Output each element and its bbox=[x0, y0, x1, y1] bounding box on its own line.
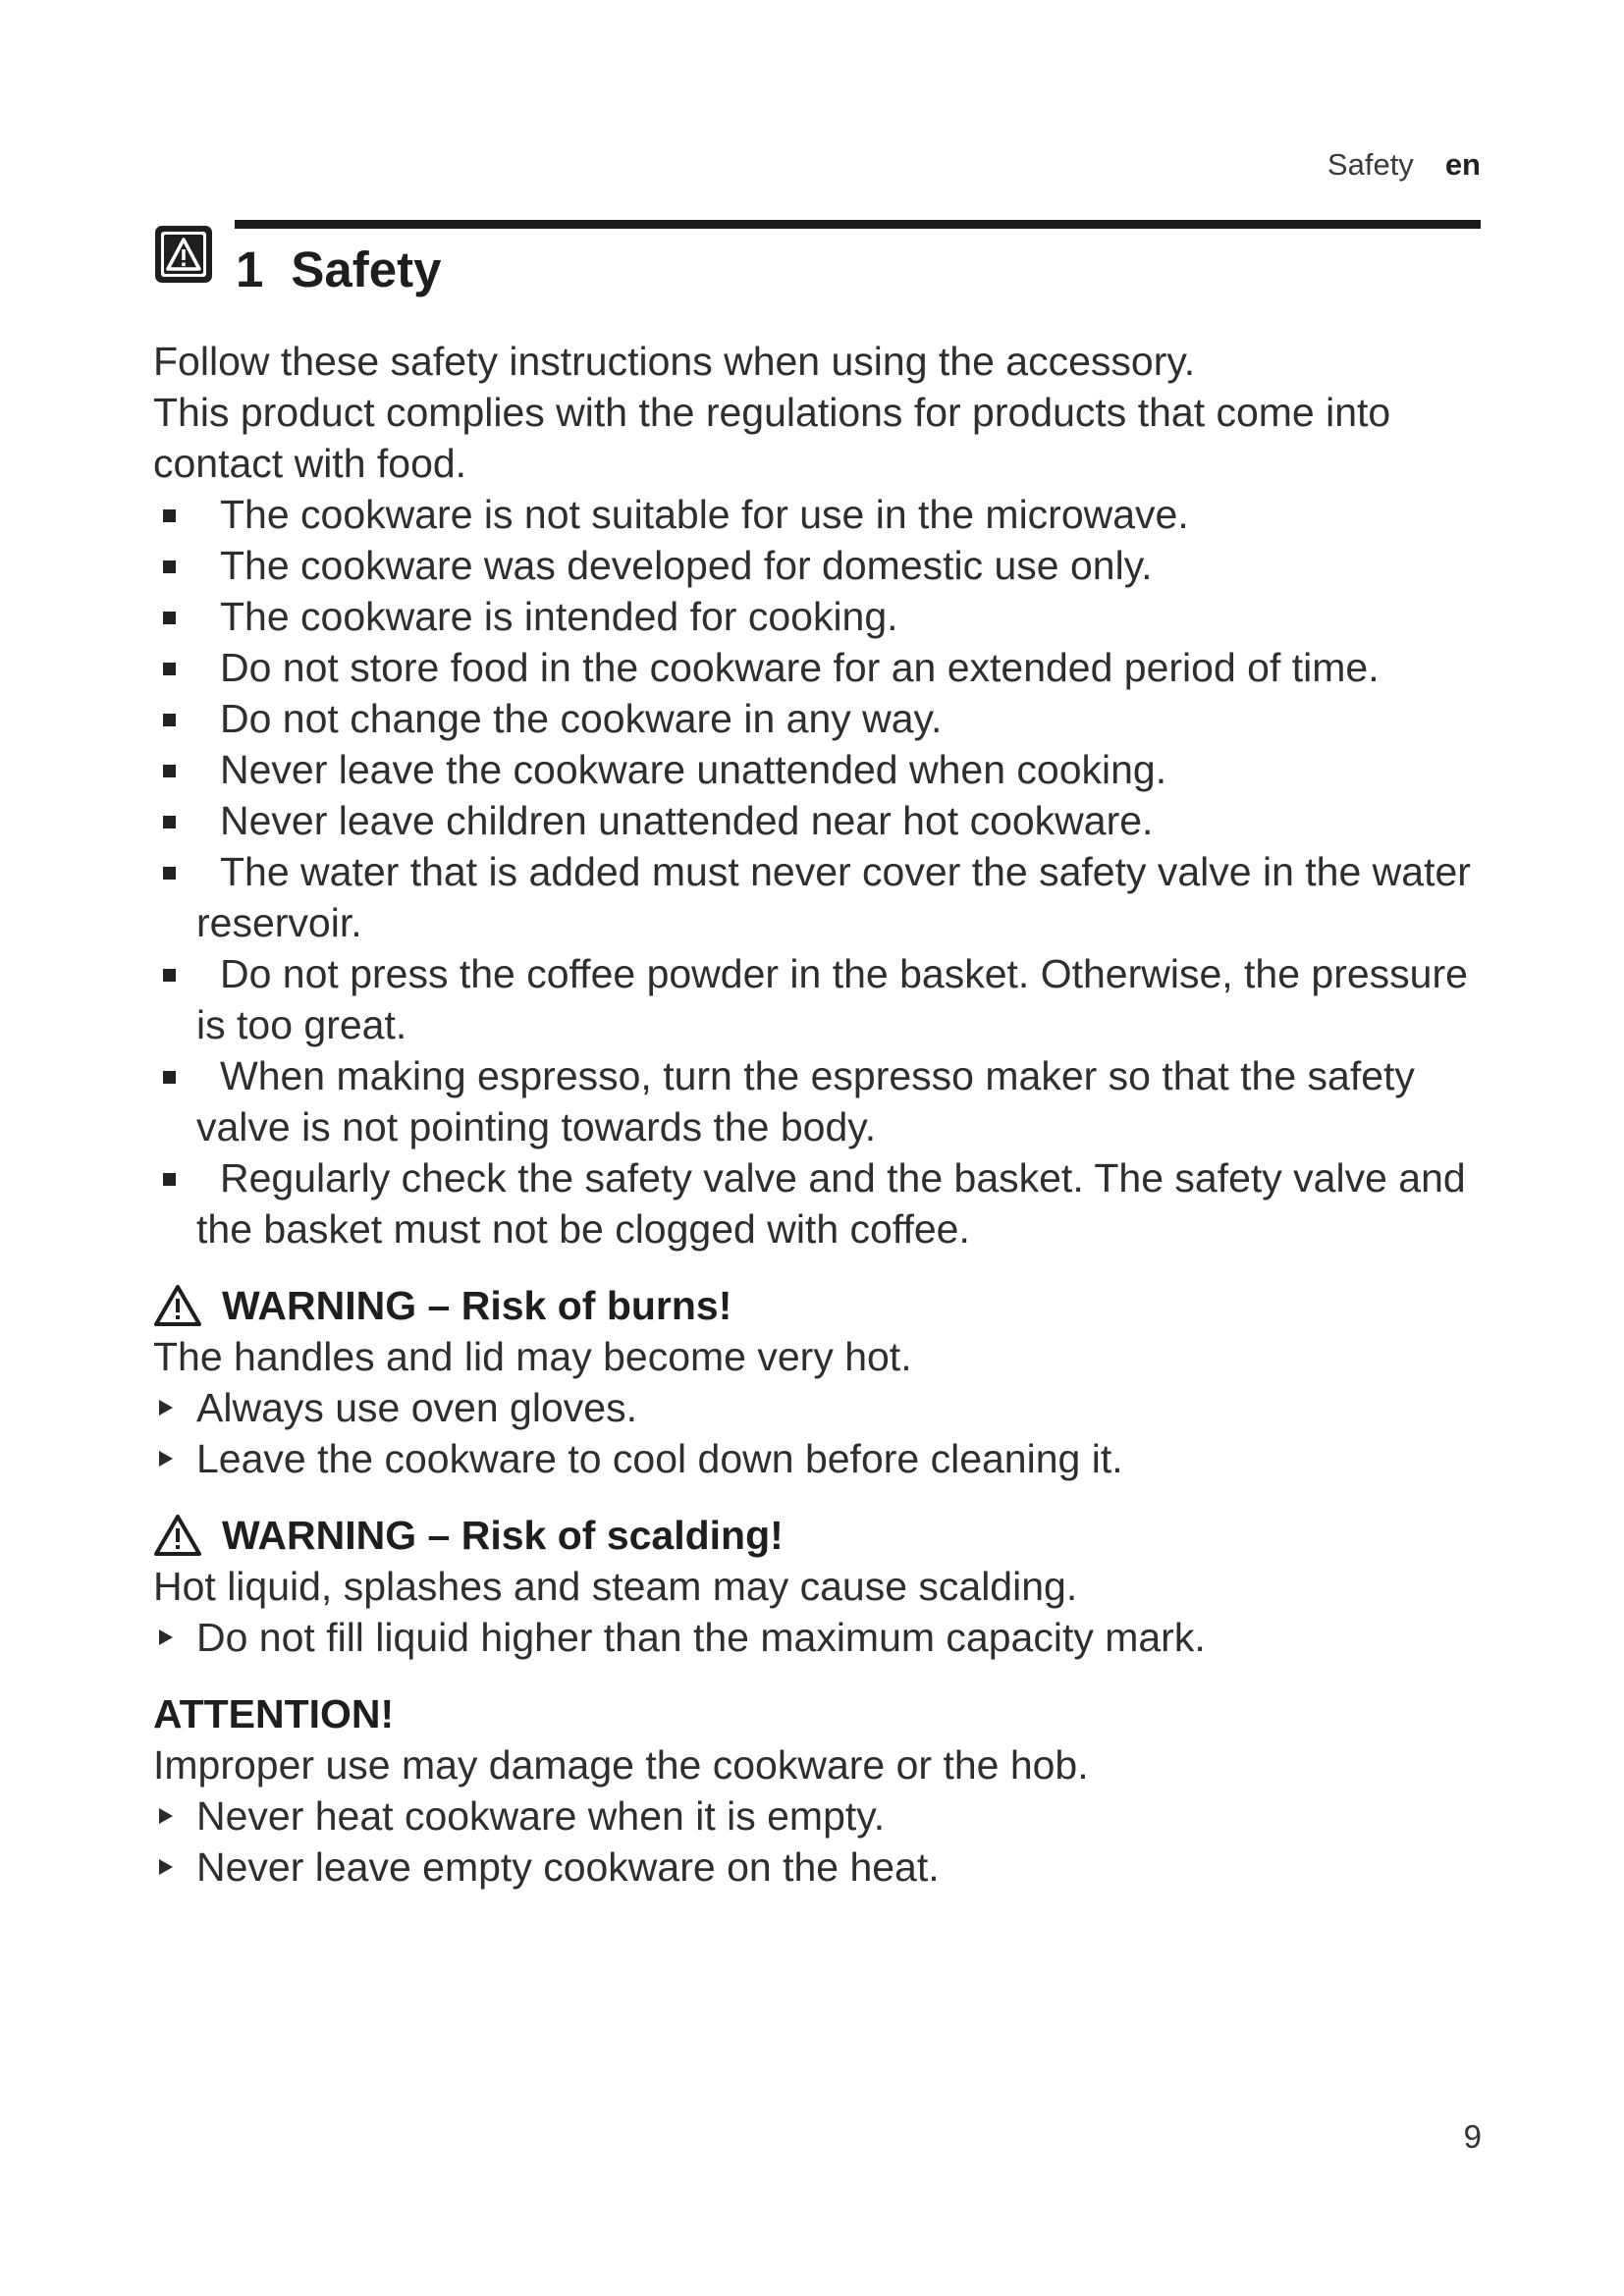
section-rule bbox=[235, 220, 1481, 229]
warning-scalding-text: Hot liquid, splashes and steam may cause scalding. bbox=[153, 1564, 1078, 1609]
warning-triangle-icon bbox=[153, 1284, 202, 1327]
list-item: Never heat cookware when it is empty. bbox=[153, 1790, 1508, 1842]
running-header bbox=[1327, 147, 1481, 183]
list-item: Never leave empty cookware on the heat. bbox=[153, 1842, 1508, 1893]
section-number: 1 bbox=[236, 241, 264, 297]
section-title: Safety bbox=[291, 241, 442, 297]
intro-line-1: Follow these safety instructions when using the accessory. bbox=[153, 339, 1196, 384]
attention-heading: ATTENTION! bbox=[153, 1691, 395, 1736]
warning-burns-heading bbox=[153, 1280, 1508, 1331]
list-item: When making espresso, turn the espresso maker so that the safety valve is not pointing towards the body. bbox=[153, 1050, 1473, 1152]
warning-burns-steps bbox=[153, 1382, 1508, 1484]
page-number: 9 bbox=[1463, 2118, 1482, 2155]
list-item: The cookware was developed for domestic use only. bbox=[153, 540, 1508, 591]
safety-content bbox=[153, 336, 1508, 1893]
warning-burns-text: The handles and lid may become very hot. bbox=[153, 1334, 912, 1379]
list-item: Leave the cookware to cool down before cleaning it. bbox=[153, 1433, 1508, 1484]
header-language: en bbox=[1444, 147, 1481, 182]
attention-steps bbox=[153, 1790, 1508, 1893]
list-item: The cookware is intended for cooking. bbox=[153, 591, 1508, 642]
header-section: Safety bbox=[1326, 147, 1414, 182]
intro-line-2: This product complies with the regulations for products that come into contact with food. bbox=[153, 390, 1391, 486]
list-item: The water that is added must never cover the safety valve in the water reservoir. bbox=[153, 846, 1512, 948]
warning-triangle-box-icon bbox=[154, 225, 213, 284]
warning-scalding-title: WARNING – Risk of scalding! bbox=[222, 1513, 784, 1558]
list-item: Always use oven gloves. bbox=[153, 1382, 1508, 1433]
warning-scalding-steps bbox=[153, 1612, 1508, 1663]
list-item: The cookware is not suitable for use in the microwave. bbox=[153, 489, 1508, 540]
list-item: Do not fill liquid higher than the maximum capacity mark. bbox=[153, 1612, 1508, 1663]
list-item: Do not change the cookware in any way. bbox=[153, 693, 1508, 744]
list-item: Do not store food in the cookware for an extended period of time. bbox=[153, 642, 1463, 693]
list-item: Do not press the coffee powder in the basket. Otherwise, the pressure is too great. bbox=[153, 948, 1492, 1050]
list-item: Regularly check the safety valve and the basket. The safety valve and the basket must not be clogged with coffee. bbox=[153, 1152, 1473, 1255]
list-item: Never leave the cookware unattended when cooking. bbox=[153, 744, 1508, 795]
warning-triangle-icon bbox=[153, 1514, 202, 1557]
safety-list bbox=[153, 489, 1508, 1255]
warning-scalding-heading bbox=[153, 1510, 1508, 1561]
list-item: Never leave children unattended near hot cookware. bbox=[153, 795, 1508, 846]
section-heading bbox=[236, 240, 441, 298]
attention-text: Improper use may damage the cookware or the hob. bbox=[153, 1742, 1089, 1788]
warning-burns-title: WARNING – Risk of burns! bbox=[222, 1283, 732, 1328]
